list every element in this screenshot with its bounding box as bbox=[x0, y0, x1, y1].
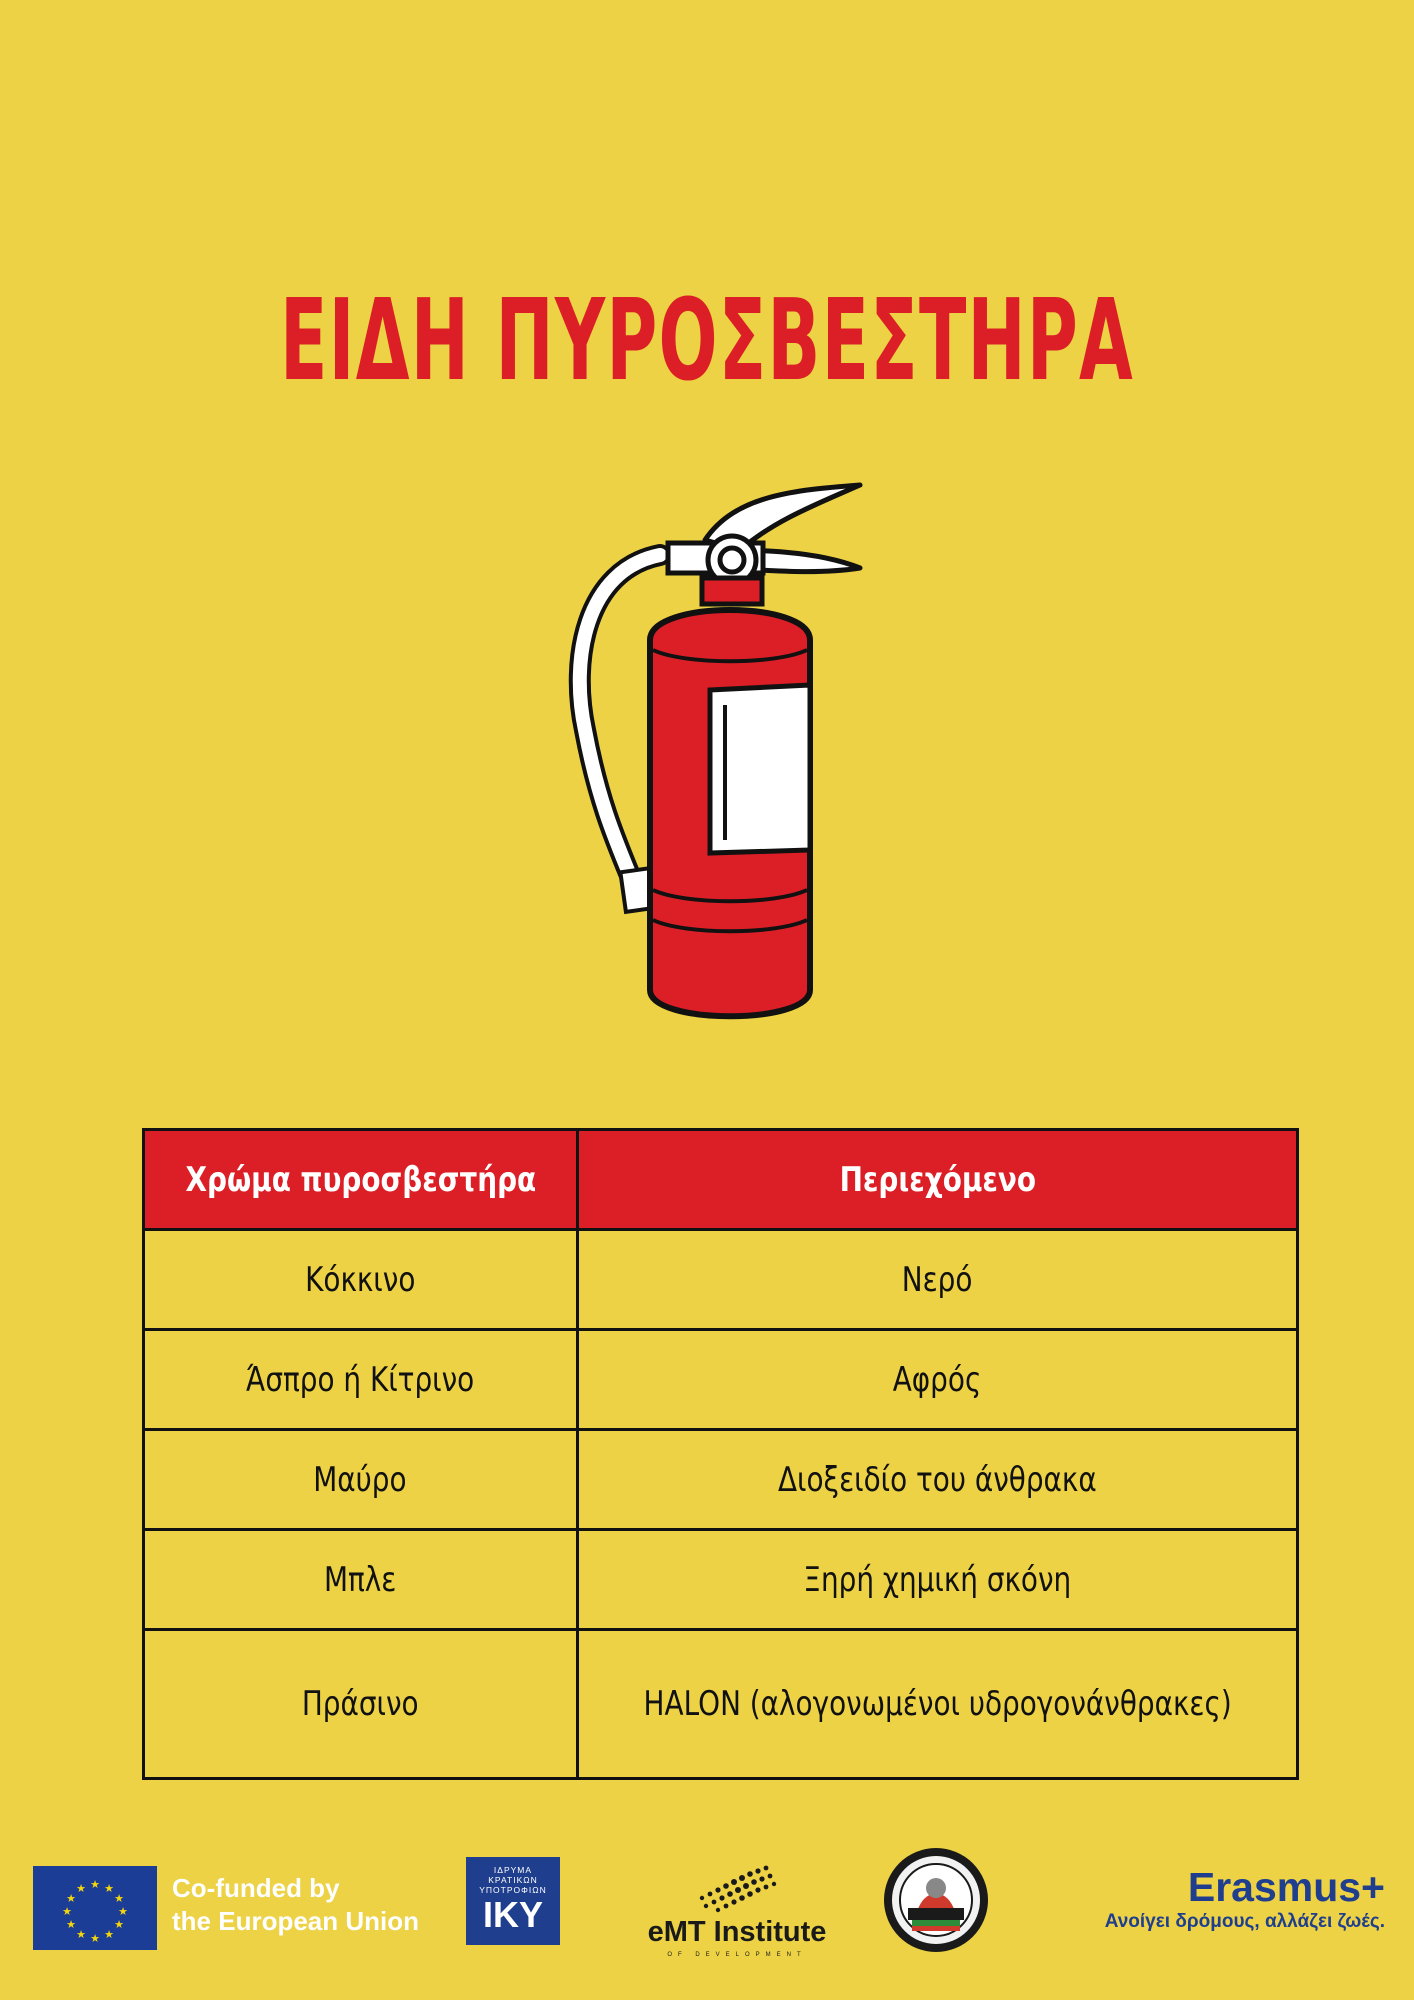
svg-text:★: ★ bbox=[118, 1905, 128, 1918]
erasmus-slogan: Ανοίγει δρόμους, αλλάζει ζωές. bbox=[1104, 1911, 1385, 1932]
svg-text:★: ★ bbox=[104, 1928, 114, 1941]
table-row bbox=[144, 1430, 1298, 1530]
svg-text:★: ★ bbox=[104, 1882, 114, 1895]
volunteers-seal-icon bbox=[882, 1846, 990, 1954]
page-title: ΕΙΔΗ ΠΥΡΟΣΒΕΣΤΗΡΑ bbox=[279, 276, 1135, 406]
iky-small-line: ΚΡΑΤΙΚΩΝ bbox=[488, 1875, 538, 1885]
svg-text:★: ★ bbox=[62, 1905, 72, 1918]
eu-cofunded-text bbox=[172, 1872, 419, 1938]
row-color: Μαύρο bbox=[144, 1430, 578, 1530]
eu-flag-icon bbox=[33, 1866, 157, 1950]
table-row bbox=[144, 1530, 1298, 1630]
extinguisher-types-table bbox=[142, 1128, 1299, 1780]
emt-name: eMT Institute bbox=[647, 1916, 827, 1948]
svg-text:★: ★ bbox=[114, 1918, 124, 1931]
emt-logo bbox=[632, 1858, 842, 1958]
eu-line2: the European Union bbox=[172, 1906, 419, 1936]
svg-text:★: ★ bbox=[66, 1918, 76, 1931]
row-content: Αφρός bbox=[577, 1330, 1297, 1430]
svg-text:★: ★ bbox=[90, 1878, 100, 1891]
iky-logo bbox=[466, 1857, 560, 1945]
row-content: Νερό bbox=[577, 1230, 1297, 1330]
erasmus-logo bbox=[1060, 1865, 1385, 1935]
svg-text:★: ★ bbox=[114, 1892, 124, 1905]
row-color: Κόκκινο bbox=[144, 1230, 578, 1330]
svg-text:★: ★ bbox=[76, 1928, 86, 1941]
header-color: Χρώμα πυροσβεστήρα bbox=[144, 1130, 578, 1230]
erasmus-name: Erasmus+ bbox=[1187, 1864, 1385, 1910]
svg-text:★: ★ bbox=[90, 1932, 100, 1945]
svg-text:★: ★ bbox=[76, 1882, 86, 1895]
emt-subtitle: OF DEVELOPMENT bbox=[667, 1952, 807, 1958]
row-content: Ξηρή χημική σκόνη bbox=[577, 1530, 1297, 1630]
table-row bbox=[144, 1330, 1298, 1430]
row-color: Άσπρο ή Κίτρινο bbox=[144, 1330, 578, 1430]
row-color: Μπλε bbox=[144, 1530, 578, 1630]
table-row bbox=[144, 1230, 1298, 1330]
row-content: Διοξειδίο του άνθρακα bbox=[577, 1430, 1297, 1530]
svg-text:★: ★ bbox=[66, 1892, 76, 1905]
header-content: Περιεχόμενο bbox=[577, 1130, 1297, 1230]
iky-small-line: ΥΠΟΤΡΟΦΙΩΝ bbox=[479, 1885, 547, 1895]
fire-extinguisher-icon bbox=[565, 480, 865, 1030]
row-color: Πράσινο bbox=[144, 1630, 578, 1779]
iky-small-line: ΙΔΡΥΜΑ bbox=[493, 1865, 533, 1875]
table-header-row bbox=[144, 1130, 1298, 1230]
table-row bbox=[144, 1630, 1298, 1779]
emt-wave-icon bbox=[632, 1858, 842, 1914]
iky-name: IKY bbox=[482, 1894, 543, 1935]
row-content: HALON (αλογονωμένοι υδρογονάνθρακες) bbox=[577, 1630, 1297, 1779]
eu-line1: Co-funded by bbox=[172, 1873, 340, 1903]
